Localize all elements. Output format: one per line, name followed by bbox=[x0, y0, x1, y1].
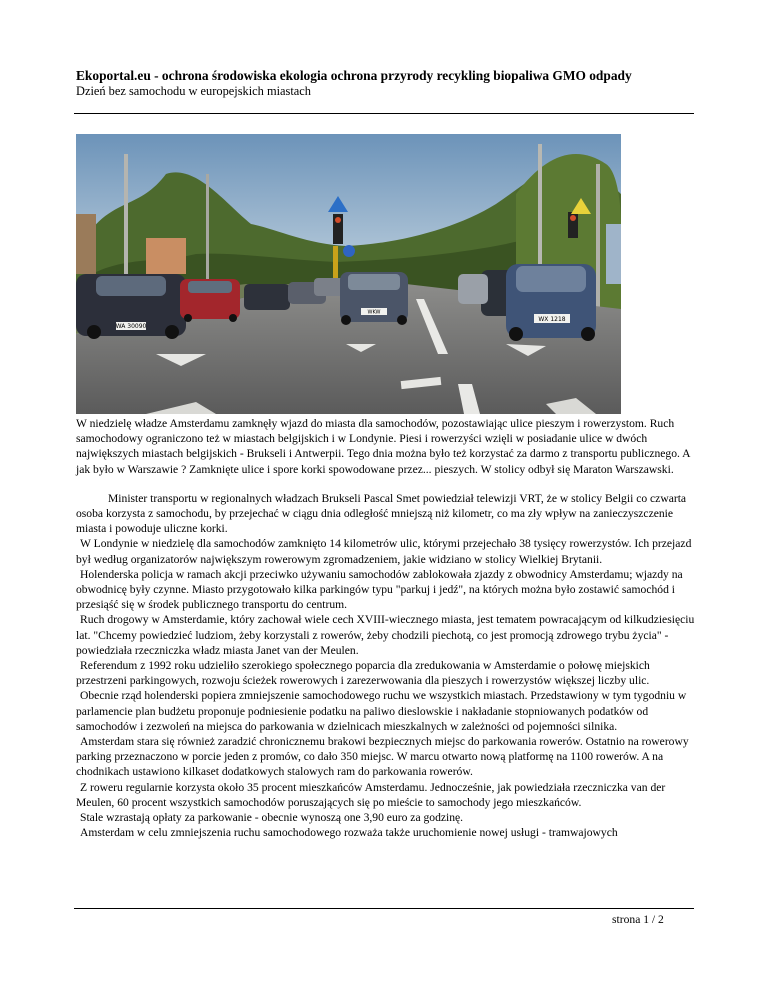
article-paragraph: Holenderska policja w ramach akcji przeciwko używaniu samochodów zablokowała zjazdy z obwodnicy Amsterdamu; wjazdy na obwodnicę były czynne. Miasto przygotowało kilka parkingów typu "parkuj i jedź", na których można było zostawić samochód i przesiąść się w środek publicznego transportu do centrum. bbox=[76, 567, 683, 612]
footer-divider bbox=[74, 908, 694, 909]
article-paragraph: Amsterdam stara się również zaradzić chronicznemu brakowi bezpiecznych miejsc do parkowania rowerów. Ostatnio na rowerowy parking przeznaczono w porcie jeden z promów, co dało 350 miejsc. W marcu otwarto nową platformę na 1100 rowerów. A na chodnikach ustawiono kilkaset dodatkowych stalowych ram do parkowania rowerów. bbox=[76, 735, 689, 779]
car-right bbox=[506, 264, 596, 341]
license-plate-left: WA 30090 bbox=[115, 323, 147, 330]
car-red bbox=[180, 279, 240, 322]
article-subtitle: Dzień bez samochodu w europejskich miastach bbox=[76, 84, 311, 98]
article-paragraph: Minister transportu w regionalnych władzach Brukseli Pascal Smet powiedział telewizji VRT, że w stolicy Belgii co czwarta osoba korzysta z samochodu, by przejechać w ciągu dnia odległość mniejszą niż kilometr, co ma zły wpływ na zanieczyszczenie miasta i powoduje uliczne korki. bbox=[76, 491, 687, 536]
page-number: strona 1 / 2 bbox=[612, 913, 664, 926]
article-paragraph: Obecnie rząd holenderski popiera zmniejszenie samochodowego ruchu we wszystkich miastach. Przedstawiony w tym tygodniu w parlamencie plan budżetu proponuje podniesienie podatku na paliwo dieslowskie i nakładanie stopniowanych podatków od samochodów i zezwoleń na miejsca do parkowania w dzielnicach mieszkalnych w zależności od pojemności silnika. bbox=[76, 689, 687, 733]
street-traffic-photo bbox=[76, 134, 621, 414]
article-paragraph: Referendum z 1992 roku udzieliło szerokiego społecznego poparcia dla zredukowania w Amsterdamie o połowę miejskich przestrzeni parkingowych, rozwoju ścieżek rowerowych i zarezerwowania dla pieszych i rowerzystów większej liczby ulic. bbox=[76, 659, 650, 688]
article-paragraph: W Londynie w niedzielę dla samochodów zamknięto 14 kilometrów ulic, którymi przejechało 38 tysięcy rowerzystów. Ich przejazd był według organizatorów największym rowerowym zgromadzeniem, jakie widziano w stolicy Wielkiej Brytanii. bbox=[76, 537, 692, 566]
car-center bbox=[340, 272, 408, 325]
car-left bbox=[76, 274, 186, 339]
article-paragraph: Z roweru regularnie korzysta około 35 procent mieszkańców Amsterdamu. Jednocześnie, jak powiedziała rzeczniczka van der Meulen, 60 procent wszystkich samochodów poruszających się po mieście to samochody jego mieszkańców. bbox=[76, 780, 666, 809]
page-title: Ekoportal.eu - ochrona środowiska ekologia ochrona przyrody recykling biopaliwa GMO odpady bbox=[76, 68, 632, 83]
article-paragraph: Amsterdam w celu zmniejszenia ruchu samochodowego rozważa także uruchomienie nowej usługi - tramwajowych bbox=[80, 826, 618, 840]
article-body bbox=[76, 416, 698, 840]
article-paragraph: Ruch drogowy w Amsterdamie, który zachował wiele cech XVIII-wiecznego miasta, jest tematem powracającym od kilkudziesięciu lat. "Chcemy powiedzieć ludziom, żeby korzystali z rowerów, żeby chodzili piechotą, co jest promocją zdrowego trybu życia" - powiedziała rzeczniczka władz miasta Janet van der Meulen. bbox=[76, 613, 695, 657]
license-plate-right: WX 1218 bbox=[538, 316, 566, 323]
license-plate-center: WKW bbox=[367, 309, 381, 316]
article-paragraph: Stale wzrastają opłaty za parkowanie - obecnie wynoszą one 3,90 euro za godzinę. bbox=[80, 811, 464, 825]
article-paragraph: W niedzielę władze Amsterdamu zamknęły wjazd do miasta dla samochodów, pozostawiając ulice pieszym i rowerzystom. Ruch samochodowy ograniczono też w miastach belgijskich i w Londynie. Piesi i rowerzyści wzięli w posiadanie ulice w dwóch największych miastach belgijskich - Brukseli i Antwerpii. Tego dnia można było też korzystać za darmo z transportu publicznego. A jak było w Warszawie ? Zamknięte ulice i spore korki spowodowane przez... pieszych. W stolicy odbył się Maraton Warszawski. bbox=[76, 417, 690, 476]
header-divider bbox=[74, 113, 694, 114]
